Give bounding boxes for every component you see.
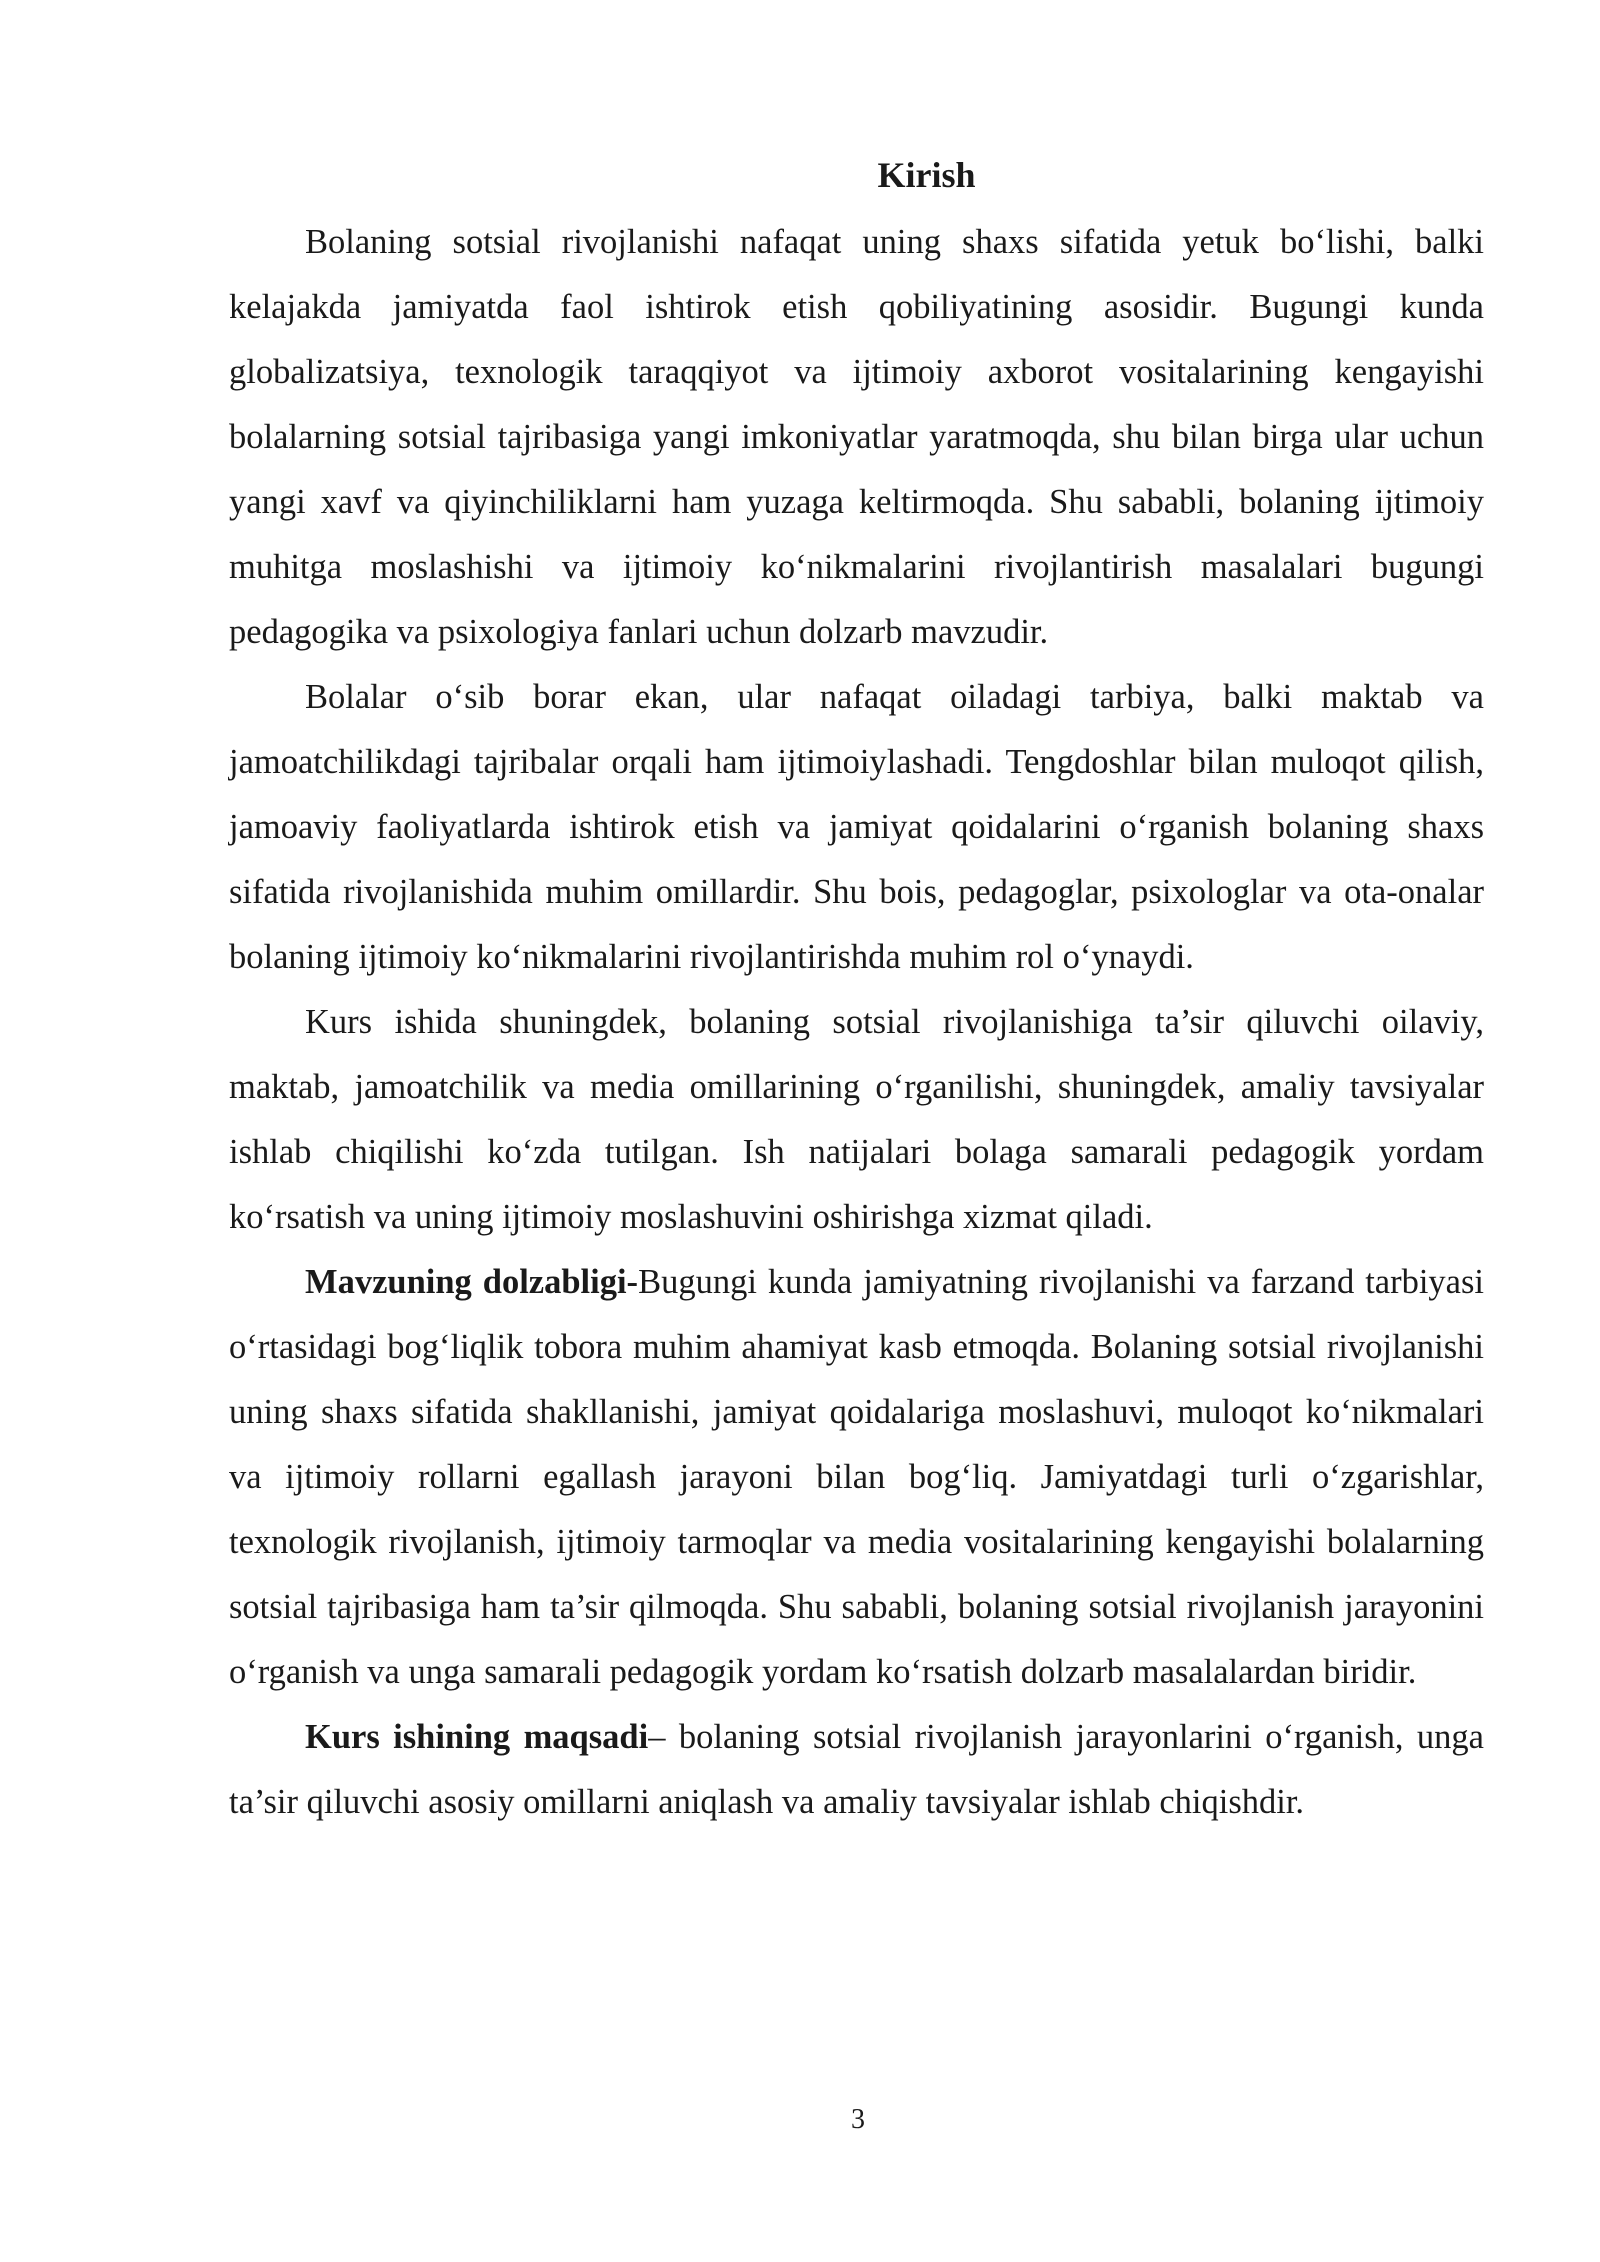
paragraph-text: – bolaning sotsial rivojlanish jarayonlarini o‘rganish, unga ta’sir qiluvchi asosiy omillarni aniqlash va amaliy tavsiyalar ishlab chiqishdir.	[229, 1718, 1484, 1821]
paragraph-relevance	[229, 1250, 1484, 1705]
paragraph-intro	[229, 210, 1484, 665]
section-heading: Kirish	[877, 155, 976, 195]
paragraph-text: Kurs ishida shuningdek, bolaning sotsial rivojlanishiga ta’sir qiluvchi oilaviy, maktab, jamoatchilik va media omillarining o‘rganilishi, shuningdek, amaliy tavsiyalar ishlab chiqilishi ko‘zda tutilgan. Ish natijalari bolaga samarali pedagogik yordam ko‘rsatish va uning ijtimoiy moslashuvini oshirishga xizmat qiladi.	[229, 1003, 1484, 1236]
paragraph-text: Bolalar o‘sib borar ekan, ular nafaqat oiladagi tarbiya, balki maktab va jamoatchilikdagi tajribalar orqali ham ijtimoiylashadi. Tengdoshlar bilan muloqot qilish, jamoaviy faoliyatlarda ishtirok etish va jamiyat qoidalarini o‘rganish bolaning shaxs sifatida rivojlanishida muhim omillardir. Shu bois, pedagoglar, psixologlar va ota-onalar bolaning ijtimoiy ko‘nikmalarini rivojlantirishda muhim rol o‘ynaydi.	[229, 678, 1484, 976]
document-page	[229, 148, 1484, 1835]
page-number: 3	[851, 2104, 865, 2135]
paragraph-course-scope	[229, 990, 1484, 1250]
paragraph-socialization	[229, 665, 1484, 990]
paragraph-lead: Kurs ishining maqsadi	[305, 1718, 649, 1756]
paragraph-lead: Mavzuning dolzabligi-	[305, 1263, 639, 1301]
paragraph-goal	[229, 1705, 1484, 1835]
paragraph-text: Bolaning sotsial rivojlanishi nafaqat uning shaxs sifatida yetuk bo‘lishi, balki kelajakda jamiyatda faol ishtirok etish qobiliyatining asosidir. Bugungi kunda globalizatsiya, texnologik taraqqiyot va ijtimoiy axborot vositalarining kengayishi bolalarning sotsial tajribasiga yangi imkoniyatlar yaratmoqda, shu bilan birga ular uchun yangi xavf va qiyinchiliklarni ham yuzaga keltirmoqda. Shu sababli, bolaning ijtimoiy muhitga moslashishi va ijtimoiy ko‘nikmalarini rivojlantirish masalalari bugungi pedagogika va psixologiya fanlari uchun dolzarb mavzudir.	[229, 223, 1484, 651]
paragraph-text: Bugungi kunda jamiyatning rivojlanishi va farzand tarbiyasi o‘rtasidagi bog‘liqlik tobora muhim ahamiyat kasb etmoqda. Bolaning sotsial rivojlanishi uning shaxs sifatida shakllanishi, jamiyat qoidalariga moslashuvi, muloqot ko‘nikmalari va ijtimoiy rollarni egallash jarayoni bilan bog‘liq. Jamiyatdagi turli o‘zgarishlar, texnologik rivojlanish, ijtimoiy tarmoqlar va media vositalarining kengayishi bolalarning sotsial tajribasiga ham ta’sir qilmoqda. Shu sababli, bolaning sotsial rivojlanish jarayonini o‘rganish va unga samarali pedagogik yordam ko‘rsatish dolzarb masalalardan biridir.	[229, 1263, 1485, 1691]
